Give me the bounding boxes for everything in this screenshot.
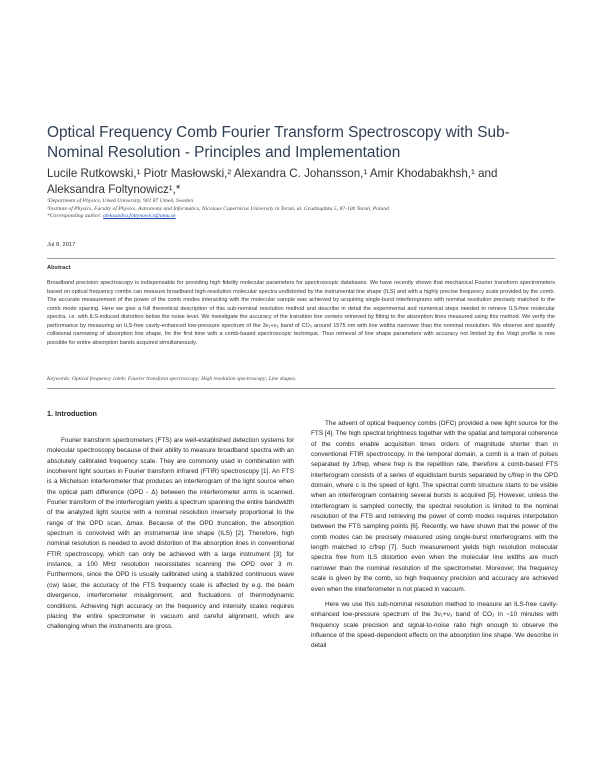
abstract-text: Broadband precision spectroscopy is indispensable for providing high fidelity molecular parameters for spectroscopic databases. We have recently shown that mechanical Fourier transform spectrometers based on optical frequency combs can measure broadband high-resolution molecular spectra undistorted by the instrumental line shape (ILS) and with a highly precise frequency scale provided by the comb. The accurate measurement of the power of the comb modes interacting with the molecular sample was achieved by acquiring single-burst interferograms with nominal resolution precisely matched to the comb mode spacing. Here we give a full theoretical description of this sub-nominal resolution method and describe in detail the experimental and numerical steps needed to retrieve ILS-free molecular spectra, i.e. with ILS-induced distortion below the noise level. We investigate the accuracy of the transition line centers retrieved by fitting to the absorption lines measured using this method. We verify the performance by measuring an ILS-free cavity-enhanced low-pressure spectrum of the 3ν₁+ν₃ band of CO₂ around 1575 nm with line widths narrower than the nominal resolution. We observe and quantify collisional narrowing of absorption line shape, for the first time with a comb-based spectroscopic technique. Thus retrieval of line shape parameters with accuracy not limited by the Voigt profile is now possible for entire absorption bands acquired simultaneously. — [47, 280, 555, 346]
paper-title: Optical Frequency Comb Fourier Transform Spectroscopy with Sub-Nominal Resolution - Principles and Implementation — [47, 124, 510, 161]
section-heading-introduction: 1. Introduction — [47, 409, 97, 418]
corresponding-email-link[interactable]: aleksandra.foltynowicz@umu.se — [103, 213, 176, 220]
paragraph: The advent of optical frequency combs (OFC) provided a new light source for the FTS [4]. The high spectral brightness together with the spatial and temporal coherence of the combs enable acquisition times orders of magnitude shorter than in conventional FTIR spectroscopy. In the temporal domain, a comb is a train of pulses separated by 1/frep, where frep is the repetition rate, therefore a comb-based FTS interferogram consists of a series of equidistant bursts separated by c/frep in the OPD domain, where c is the speed of light. The spectral comb structure starts to be visible when an interferogram containing several bursts is acquired [5]. However, unless the interferogram is sampled correctly, the spectral resolution is limited to the nominal resolution of the FTS and retrieving the power of comb modes requires interpolation between the FTS sampling points [6]. Recently, we have shown that the power of the comb modes can be precisely measured using single-burst interferograms with the length matched to c/frep [7]. Such measurement yields high resolution molecular spectra free from ILS distortion even when the molecular line widths are much narrower than the nominal resolution of the spectrometer. Moreover, the frequency scale is given by the comb, so high frequency precision and accuracy are achieved even when the interferometer is not placed in vacuum. — [311, 420, 558, 593]
corresponding-label: *Corresponding author: — [47, 213, 104, 220]
paragraph: Fourier transform spectrometers (FTS) are well-established detection systems for molecular spectroscopy because of their ability to measure broadband spectra with an absolutely calibrated frequency scale. They are commonly used in combination with incoherent light sources in Fourier transform infrared (FTIR) spectroscopy [1]. An FTS is a Michelson interferometer that produces an interferogram of the light source when the optical path difference (OPD - Δ) between the interferometer arms is scanned. Fourier transform of the interferogram yields a spectrum spanning the entire bandwidth of the analyzed light source with a nominal resolution inversely proportional to the range of the OPD scan, Δmax. Because of the OPD truncation, the absorption spectrum is convolved with an instrumental line shape (ILS) [2]. Therefore, high nominal resolution is needed to avoid distortion of the absorption lines in conventional FTIR spectroscopy, which can only be achieved with a large instrument [3]; for instance, a 100 MHz resolution necessitates scanning the OPD over 3 m. Furthermore, since the OPD is usually calibrated using a stabilized continuous wave (cw) laser, the accuracy of the FTS frequency scale is affected by e.g. the beam divergence, interferometer misalignment, and fluctuations of thermodynamic conditions. Achieving high accuracy on the frequency and intensity scales requires placing the entire spectrometer in vacuum and careful alignment, which are challenging when the instruments are gross. — [47, 437, 294, 631]
column-left — [47, 436, 294, 633]
affiliations — [47, 198, 547, 221]
affiliation-1: ¹Department of Physics, Umeå University, 901 87 Umeå, Sweden — [47, 198, 193, 204]
column-right — [311, 419, 558, 652]
paragraph: Here we use this sub-nominal resolution method to measure an ILS-free cavity-enhanced low-pressure spectrum of the 3ν₁+ν₃ band of CO₂ in ~10 minutes with frequency scale precision and signal-to-noise ratio high enough to observe the influence of the speed-dependent effects on the absorption line shape. We describe in detail — [311, 600, 558, 650]
keywords: Keywords: Optical frequency comb; Fourier transform spectroscopy; High resolution spectroscopy; Line shapes. — [47, 376, 297, 382]
affiliation-2: ²Institute of Physics, Faculty of Physics, Astronomy and Informatics, Nicolaus Copernicus University in Toruń, ul. Grudziądzka 5, 87-100 Toruń, Poland — [47, 205, 389, 212]
divider-bottom — [47, 388, 555, 389]
corresponding-author — [47, 213, 547, 221]
publication-date: Jul 8, 2017 — [47, 242, 76, 248]
abstract-heading: Abstract — [47, 265, 71, 271]
divider-top — [47, 258, 555, 259]
author-list: Lucile Rutkowski,¹ Piotr Masłowski,² Alexandra C. Johansson,¹ Amir Khodabakhsh,¹ and Aleksandra Foltynowicz¹,* — [47, 167, 498, 196]
